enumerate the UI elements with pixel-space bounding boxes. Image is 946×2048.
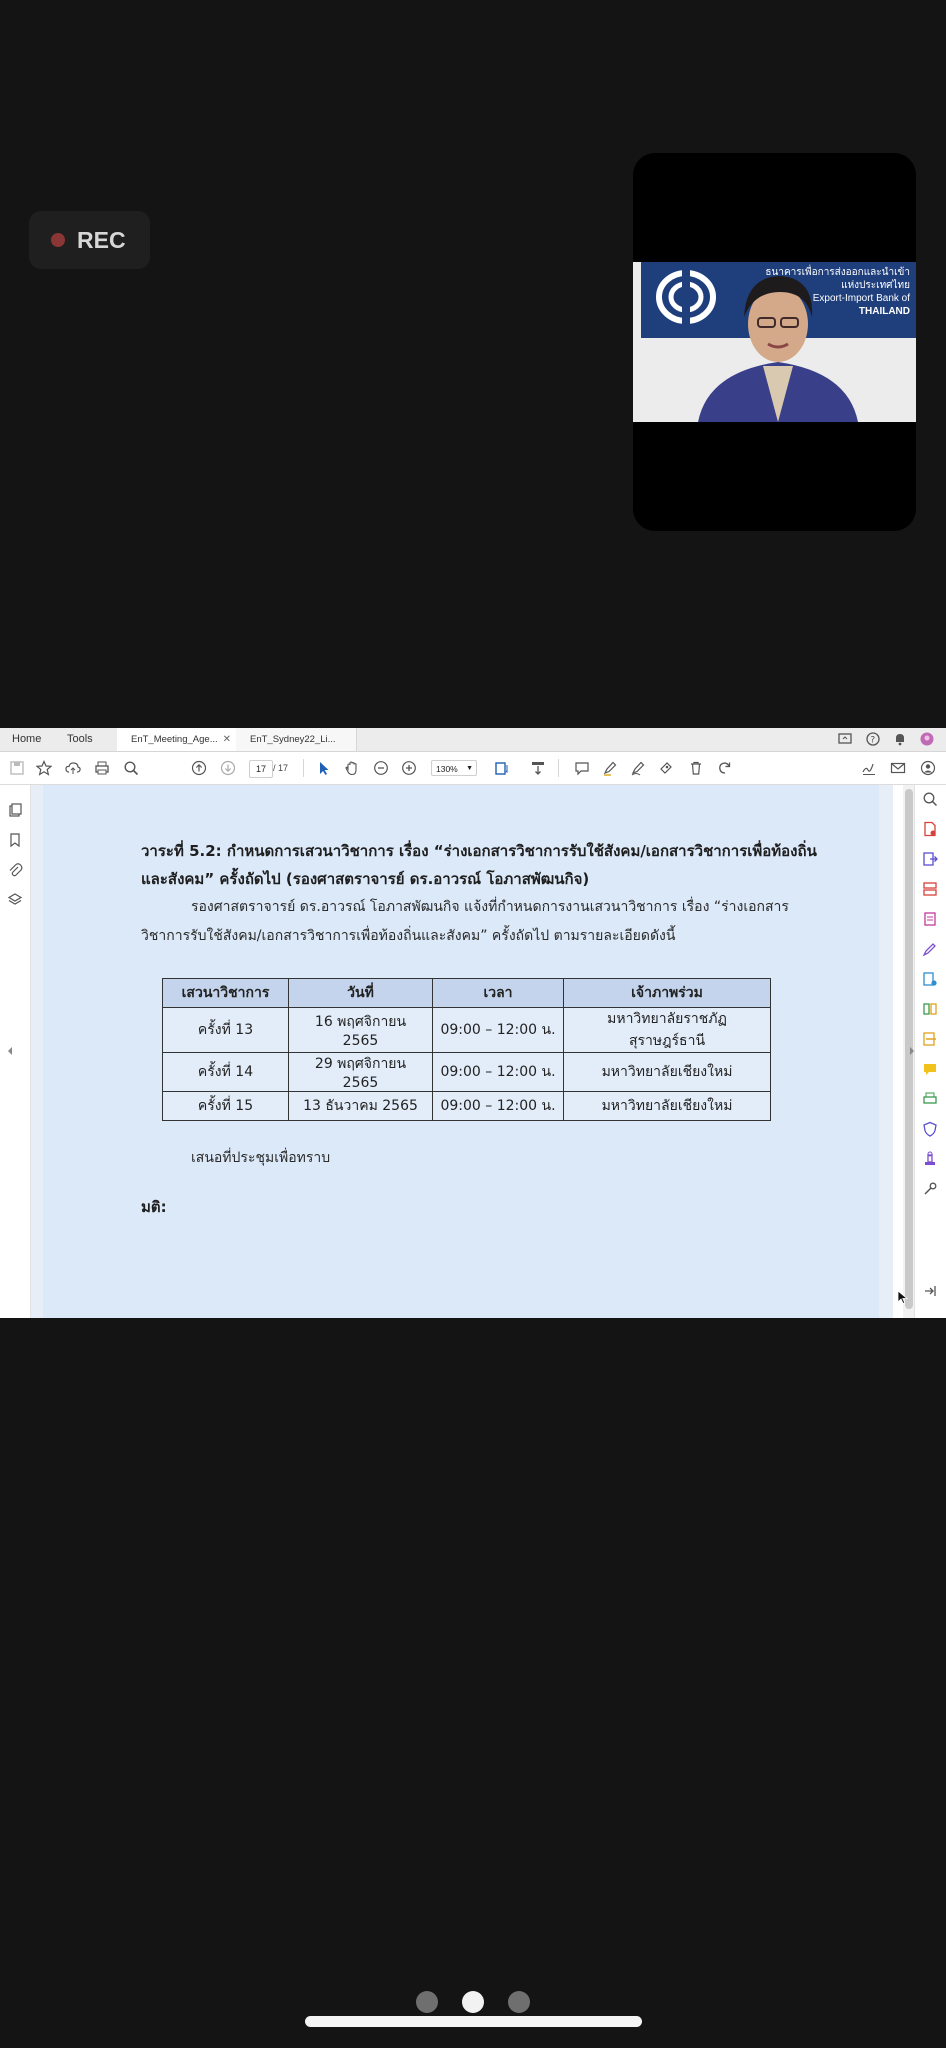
table-cell: ครั้งที่ 15 <box>163 1092 289 1121</box>
page-dot-2[interactable] <box>462 1991 484 2013</box>
page-number-input[interactable]: 17 <box>249 760 273 778</box>
column-header: เสวนาวิชาการ <box>163 979 289 1008</box>
table-cell: มหาวิทยาลัยเชียงใหม่ <box>564 1092 771 1121</box>
send-for-review-icon[interactable] <box>922 1091 938 1107</box>
toolbar <box>0 752 946 785</box>
cloud-upload-icon[interactable] <box>65 760 81 776</box>
zoom-search-icon[interactable] <box>922 791 938 807</box>
toolbar-divider <box>303 759 304 777</box>
meeting-note: เสนอที่ประชุมเพื่อทราบ <box>191 1150 331 1166</box>
export-pdf-icon[interactable] <box>922 851 938 867</box>
home-indicator[interactable] <box>305 2016 642 2027</box>
organize-pages-icon[interactable] <box>922 881 938 897</box>
participant-person <box>688 262 868 422</box>
page-dot-3[interactable] <box>508 1991 530 2013</box>
table-cell: 09:00 – 12:00 น. <box>433 1092 564 1121</box>
page-total: / 17 <box>273 763 289 773</box>
print-icon[interactable] <box>94 760 110 776</box>
page-thumbnails-icon[interactable] <box>7 802 23 818</box>
notification-bell-icon[interactable] <box>893 732 907 746</box>
hand-tool-icon[interactable] <box>344 760 360 776</box>
table-cell: ครั้งที่ 14 <box>163 1053 289 1092</box>
tab-bar <box>0 728 946 752</box>
recording-label: REC <box>77 226 126 253</box>
table-cell: มหาวิทยาลัยเชียงใหม่ <box>564 1053 771 1092</box>
table-cell: 29 พฤศจิกายน 2565 <box>289 1053 433 1092</box>
scroll-mode-icon[interactable] <box>530 760 546 776</box>
page-up-icon[interactable] <box>191 760 207 776</box>
layers-icon[interactable] <box>7 892 23 908</box>
zoom-out-icon[interactable] <box>373 760 389 776</box>
redo-icon[interactable] <box>717 760 733 776</box>
request-signature-icon[interactable] <box>922 971 938 987</box>
fit-page-icon[interactable] <box>494 760 510 776</box>
table-row <box>163 1092 771 1121</box>
tab-home[interactable]: Home <box>12 733 42 745</box>
table-cell: 16 พฤศจิกายน 2565 <box>289 1008 433 1053</box>
participant-video-tile[interactable] <box>633 153 916 531</box>
share-screen-icon[interactable] <box>838 732 852 746</box>
table-cell: 13 ธันวาคม 2565 <box>289 1092 433 1121</box>
combine-files-icon[interactable] <box>922 1001 938 1017</box>
schedule-table <box>162 978 771 1121</box>
star-icon[interactable] <box>36 760 52 776</box>
highlight-pen-icon[interactable] <box>602 760 618 776</box>
pdf-viewer <box>0 728 946 1318</box>
resolution-label: มติ: <box>141 1198 167 1216</box>
table-cell: ครั้งที่ 13 <box>163 1008 289 1053</box>
left-navigation-rail <box>0 785 31 1318</box>
table-row <box>163 1008 771 1053</box>
create-pdf-icon[interactable] <box>922 821 938 837</box>
participant-video-feed <box>633 262 916 422</box>
pdf-page <box>43 785 879 1318</box>
table-row <box>163 1053 771 1092</box>
save-icon[interactable] <box>9 760 25 776</box>
document-area <box>31 785 893 1318</box>
scan-ocr-icon[interactable] <box>922 1031 938 1047</box>
recording-indicator <box>29 211 150 269</box>
select-cursor-icon[interactable] <box>316 760 332 776</box>
agenda-paragraph: รองศาสตราจารย์ ดร.อาวรณ์ โอภาสพัฒนกิจ แจ้งที่กำหนดการงานเสวนาวิชาการ เรื่อง “ร่างเอกสาร วิชาการรับใช้สังคม/เอกสารวิชาการเพื่อท้องถิ่นและสังคม” ครั้งถัดไป ตามรายละเอียดดังนี้ <box>141 899 789 944</box>
search-icon[interactable] <box>123 760 139 776</box>
attachment-icon[interactable] <box>7 862 23 878</box>
zoom-in-icon[interactable] <box>401 760 417 776</box>
comment-tool-icon[interactable] <box>922 1061 938 1077</box>
expand-panel-icon[interactable] <box>922 1283 938 1299</box>
edit-pdf-icon[interactable] <box>922 911 938 927</box>
draw-icon[interactable] <box>630 760 646 776</box>
tab-tools[interactable]: Tools <box>67 733 93 745</box>
column-header: วันที่ <box>289 979 433 1008</box>
column-header: เวลา <box>433 979 564 1008</box>
table-header-row <box>163 979 771 1008</box>
page-dot-1[interactable] <box>416 1991 438 2013</box>
collapse-left-icon[interactable] <box>3 1043 19 1059</box>
tab-document-meeting[interactable]: EnT_Meeting_Age... ✕ <box>117 728 238 751</box>
email-icon[interactable] <box>890 760 906 776</box>
table-cell: 09:00 – 12:00 น. <box>433 1053 564 1092</box>
zoom-level-select[interactable]: 130% ▼ <box>431 760 477 776</box>
avatar[interactable] <box>920 732 934 746</box>
page-down-icon[interactable] <box>220 760 236 776</box>
mouse-cursor-icon <box>897 1290 909 1304</box>
chevron-down-icon: ▼ <box>466 765 473 772</box>
table-cell: 09:00 – 12:00 น. <box>433 1008 564 1053</box>
tab-document-sydney[interactable]: EnT_Sydney22_Li... <box>236 728 357 751</box>
right-tools-rail <box>914 785 946 1318</box>
bookmark-icon[interactable] <box>7 832 23 848</box>
delete-icon[interactable] <box>688 760 704 776</box>
close-icon[interactable]: ✕ <box>222 734 231 745</box>
help-icon[interactable] <box>866 732 880 746</box>
protect-shield-icon[interactable] <box>922 1121 938 1137</box>
fill-sign-icon[interactable] <box>922 941 938 957</box>
stamp-icon[interactable] <box>658 760 674 776</box>
agenda-heading: วาระที่ 5.2: กำหนดการเสวนาวิชาการ เรื่อง “ร่างเอกสารวิชาการรับใช้สังคม/เอกสารวิชาการเพื่อท้องถิ่น และสังคม” ครั้งถัดไป (รองศาสตราจารย์ ดร.อาวรณ์ โอภาสพัฒนกิจ) <box>141 842 817 888</box>
certificate-stamp-icon[interactable] <box>922 1151 938 1167</box>
comment-icon[interactable] <box>574 760 590 776</box>
account-icon[interactable] <box>920 760 936 776</box>
table-cell: มหาวิทยาลัยราชภัฏสุราษฎร์ธานี <box>564 1008 771 1053</box>
toolbar-divider <box>558 759 559 777</box>
more-tools-icon[interactable] <box>922 1181 938 1197</box>
column-header: เจ้าภาพร่วม <box>564 979 771 1008</box>
banner-text: ธนาคารเพื่อการส่งออกและนำเข้า แห่งประเทศไทย Export-Import Bank of THAILAND <box>765 267 910 317</box>
sign-icon[interactable] <box>861 760 877 776</box>
record-dot-icon <box>51 233 65 247</box>
svg-text:?: ? <box>870 735 876 746</box>
collapse-right-icon[interactable] <box>903 1043 919 1059</box>
